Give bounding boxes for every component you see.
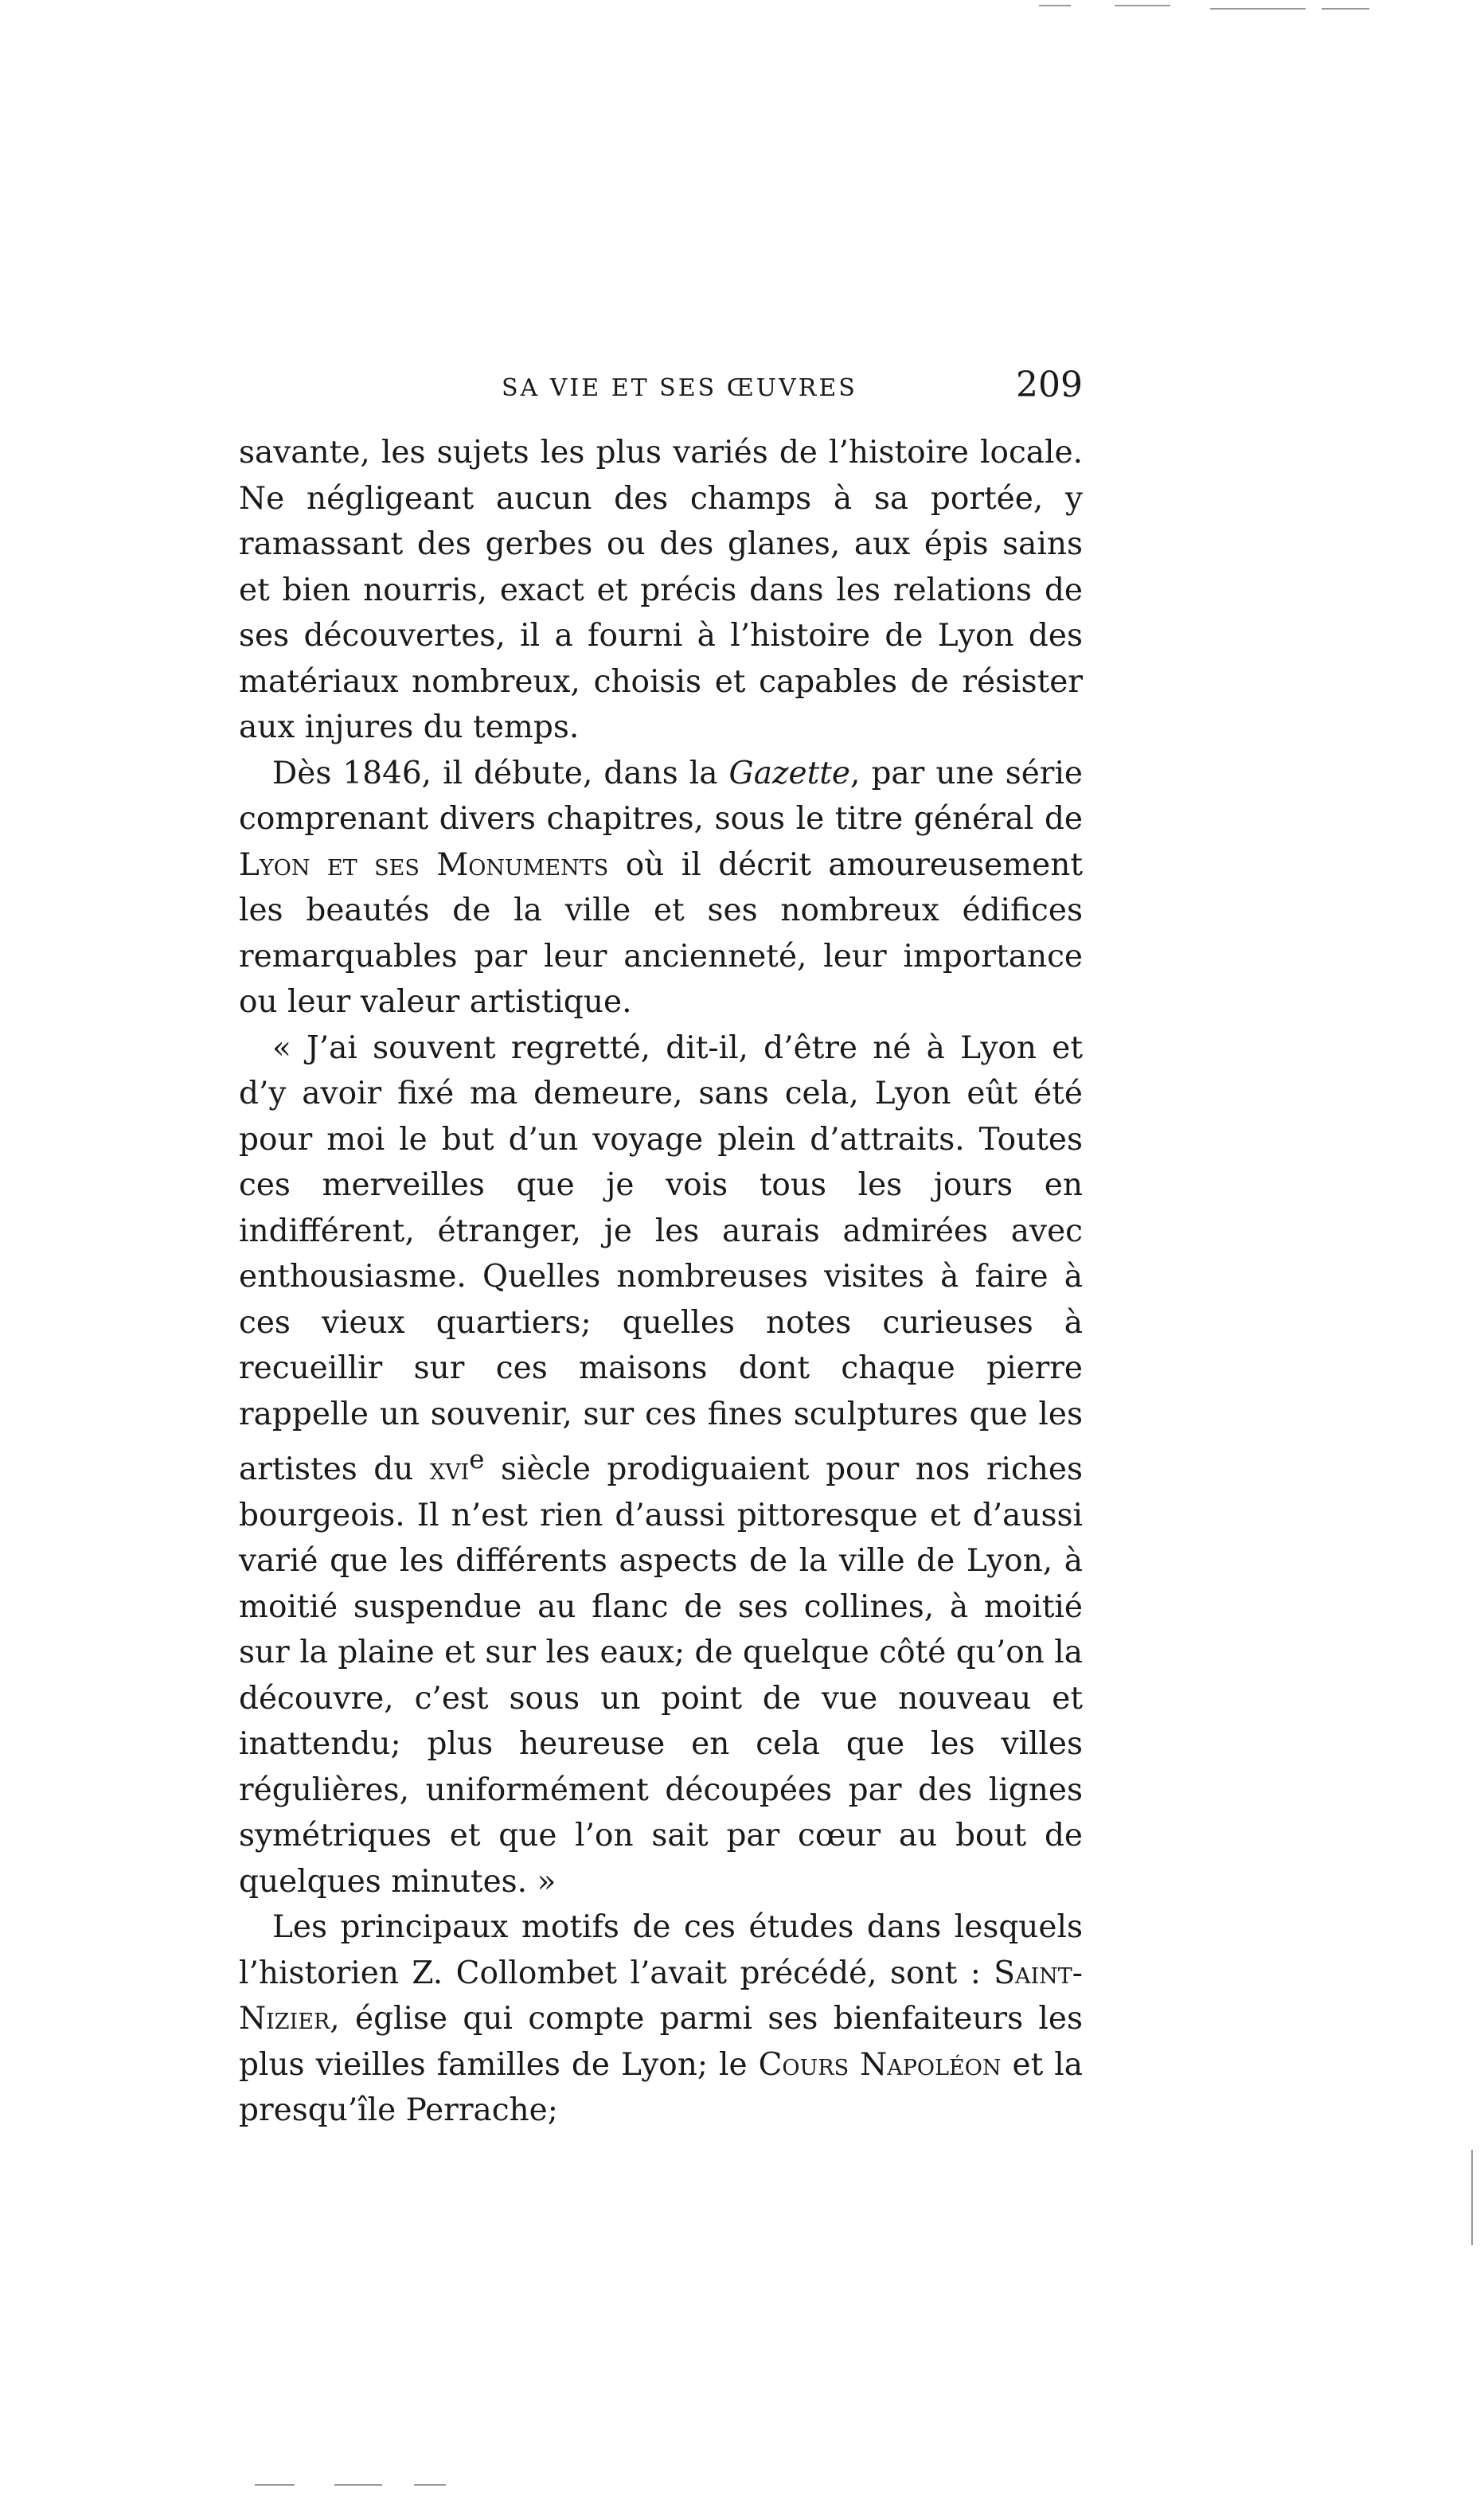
scan-artifact — [1322, 8, 1369, 10]
page-number: 209 — [1016, 365, 1083, 405]
place-name: Saint-Nizier — [239, 1955, 1083, 2037]
scan-artifact — [1210, 8, 1306, 10]
scan-artifact — [334, 2484, 382, 2486]
text-segment: « J’ai souvent regretté, dit-il, d’être né à Lyon et d’y avoir fixé ma demeure, sans cela, Lyon eût été pour moi le but d’un voyage plein d’attraits. Toutes ces merveilles que je vois tous les jours en indifférent, étranger, je les aurais admirées avec enthousiasme. Quelles nombreuses visites à faire à ces vieux quartiers; quelles notes curieuses à recueillir sur ces maisons dont chaque pierre rappelle un souvenir, sur ces fines sculptures que les artistes du — [239, 1029, 1083, 1487]
paragraph-1 — [239, 430, 1083, 751]
text-segment: où il décrit amoureusement les beautés de la ville et ses nombreux édifices remarquables par leur ancienneté, leur importance ou leur valeur artistique. — [239, 846, 1083, 1020]
scan-artifact — [1115, 5, 1170, 6]
running-title: SA VIE ET SES ŒUVRES — [502, 374, 857, 402]
body-text — [239, 430, 1083, 2134]
text-segment: et la presqu’île Perrache; — [239, 2046, 1083, 2128]
text-segment: , par une série comprenant divers chapitres, sous le titre général de — [239, 755, 1083, 837]
paragraph-3-quote — [239, 1025, 1083, 1905]
scan-artifact — [1471, 2150, 1473, 2245]
scan-artifact — [1039, 5, 1071, 6]
scan-artifact — [255, 2484, 295, 2486]
text-segment: savante, les sujets les plus variés de l’histoire locale. Ne négligeant aucun des champs à sa portée, y ramassant des gerbes ou des glanes, aux épis sains et bien nourris, exact et précis dans les relations de ses découvertes, il a fourni à l’histoire de Lyon des matériaux nombreux, choisis et capables de résister aux injures du temps. — [239, 435, 1083, 745]
scan-artifact — [414, 2484, 446, 2486]
series-title: Lyon et ses Monuments — [239, 846, 609, 883]
superscript: e — [469, 1444, 485, 1475]
periodical-title: Gazette — [728, 755, 851, 791]
text-segment: siècle prodiguaient pour nos riches bourgeois. Il n’est rien d’aussi pittoresque et d’aussi varié que les différents aspects de la ville de Lyon, à moitié suspendue au flanc de ses collines, à moitié sur la plaine et sur les eaux; de quelque côté qu’on la découvre, c’est sous un point de vue nouveau et inattendu; plus heureuse en cela que les villes régulières, uniformément découpées par des lignes symétriques et que l’on sait par cœur au bout de quelques minutes. » — [239, 1451, 1084, 1900]
paragraph-4 — [239, 1904, 1083, 2134]
paragraph-2 — [239, 751, 1083, 1025]
running-head — [239, 365, 1083, 412]
text-segment: Dès 1846, il débute, dans la — [272, 755, 729, 791]
century-numeral: xvi — [429, 1451, 470, 1487]
text-segment: Les principaux motifs de ces études dans lesquels l’historien Z. Collombet l’avait précédé, sont : — [239, 1909, 1083, 1991]
text-segment: , église qui compte parmi ses bienfaiteurs les plus vieilles familles de Lyon; le — [239, 2001, 1083, 2083]
place-name: Cours Napoléon — [758, 2046, 1002, 2083]
